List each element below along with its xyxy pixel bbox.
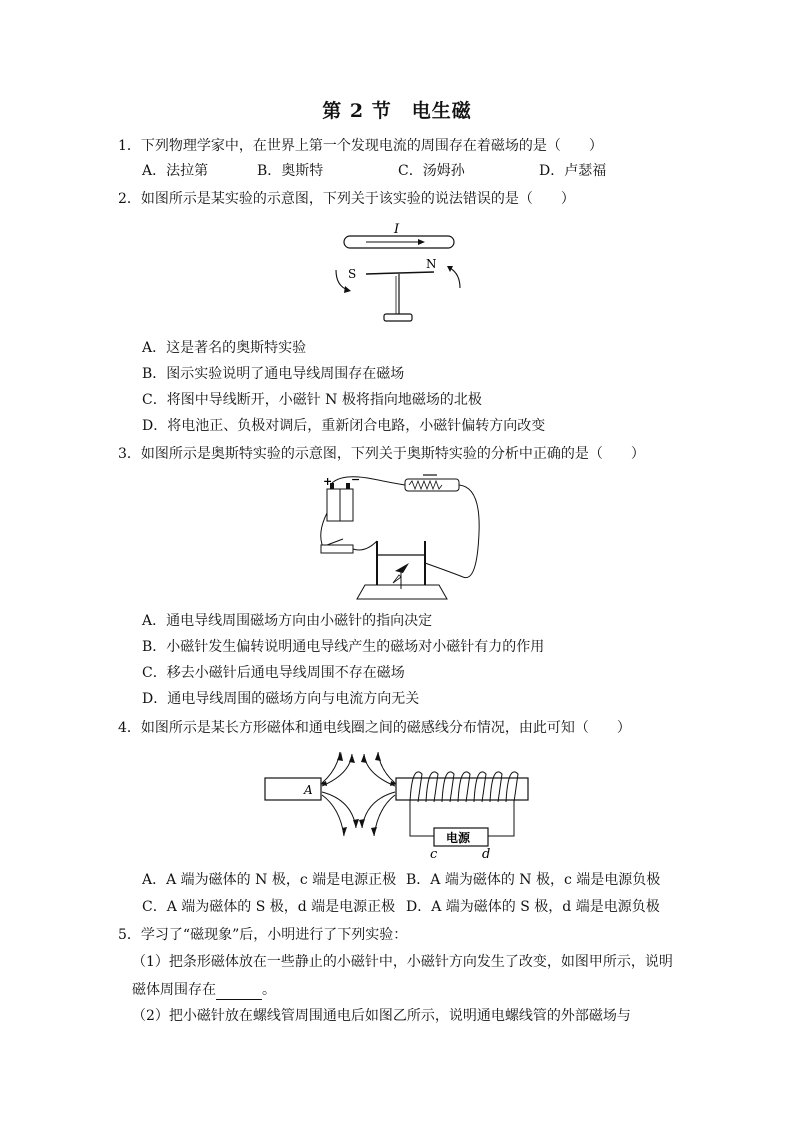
q5-part-1-end: 。	[262, 982, 276, 998]
q1-option-d[interactable]: D．卢瑟福	[539, 163, 607, 179]
q4-option-a[interactable]: A．A 端为磁体的 N 极，c 端是电源正极	[142, 872, 397, 888]
question-3-stem: 3．如图所示是奥斯特实验的示意图，下列关于奥斯特实验的分析中正确的是（ ）	[118, 446, 645, 462]
q2-option-a[interactable]: A．这是著名的奥斯特实验	[142, 340, 307, 356]
magnet-coil-figure	[262, 750, 538, 862]
q1-option-a[interactable]: A．法拉第	[142, 163, 209, 179]
q3-option-a[interactable]: A．通电导线周围磁场方向由小磁针的指向决定	[142, 613, 433, 629]
page-title: 第 2 节 电生磁	[322, 100, 472, 122]
power-label: 电源	[446, 831, 471, 845]
rotate-arrow-right-icon	[450, 268, 460, 288]
q3-option-d[interactable]: D．通电导线周围的磁场方向与电流方向无关	[142, 691, 420, 707]
needle-icon	[366, 272, 434, 274]
rotate-arrow-left-icon	[336, 270, 348, 290]
q1-option-c[interactable]: C．汤姆孙	[398, 163, 465, 179]
q5-part-2-line-1: （2）把小磁针放在螺线管周围通电后如图乙所示，说明通电螺线管的外部磁场与	[132, 1008, 631, 1024]
oersted-experiment-figure	[313, 473, 489, 609]
q5-part-1-line-2	[132, 980, 276, 1000]
q3-option-c[interactable]: C．移去小磁针后通电导线周围不存在磁场	[142, 665, 405, 681]
end-d-label: d	[482, 847, 491, 862]
switch-icon	[321, 545, 353, 553]
q4-option-c[interactable]: C．A 端为磁体的 S 极，d 端是电源正极	[142, 899, 396, 915]
needle-stand-icon	[384, 314, 412, 321]
current-label: I	[394, 222, 400, 237]
question-1-stem: 1．下列物理学家中，在世界上第一个发现电流的周围存在着磁场的是（ ）	[118, 138, 603, 154]
end-c-label: c	[430, 847, 438, 862]
q5-part-1-text: 磁体周围存在	[132, 982, 216, 998]
q2-option-d[interactable]: D．将电池正、负极对调后，重新闭合电路，小磁针偏转方向改变	[142, 418, 546, 434]
q1-option-b[interactable]: B．奥斯特	[257, 163, 324, 179]
oersted-needle-figure	[326, 218, 472, 330]
q2-option-b[interactable]: B．图示实验说明了通电导线周围存在磁场	[142, 366, 405, 382]
base-plate-icon	[357, 585, 447, 599]
q4-option-b[interactable]: B．A 端为磁体的 N 极，c 端是电源负极	[406, 872, 661, 888]
q3-option-b[interactable]: B．小磁针发生偏转说明通电导线产生的磁场对小磁针有力的作用	[142, 639, 545, 655]
north-label: N	[426, 257, 437, 271]
minus-label: −	[351, 473, 361, 486]
question-2-stem: 2．如图所示是某实验的示意图，下列关于该实验的说法错误的是（ ）	[118, 191, 575, 207]
q2-option-c[interactable]: C．将图中导线断开，小磁针 N 极将指向地磁场的北极	[142, 392, 482, 408]
small-needle-icon	[395, 563, 409, 573]
question-5-stem: 5．学习了“磁现象”后，小明进行了下列实验：	[118, 927, 408, 943]
battery-icon	[327, 489, 340, 521]
field-lines-icon	[322, 752, 395, 836]
end-a-label: A	[304, 783, 313, 797]
q5-part-1-line-1: （1）把条形磁体放在一些静止的小磁针中，小磁针方向发生了改变，如图甲所示，说明	[132, 954, 673, 970]
plus-label: +	[323, 475, 333, 488]
south-label: S	[348, 267, 357, 281]
question-4-stem: 4．如图所示是某长方形磁体和通电线圈之间的磁感线分布情况，由此可知（ ）	[118, 720, 631, 736]
q5-answer-blank[interactable]	[216, 985, 262, 1000]
q4-option-d[interactable]: D．A 端为磁体的 S 极，d 端是电源负极	[406, 899, 660, 915]
